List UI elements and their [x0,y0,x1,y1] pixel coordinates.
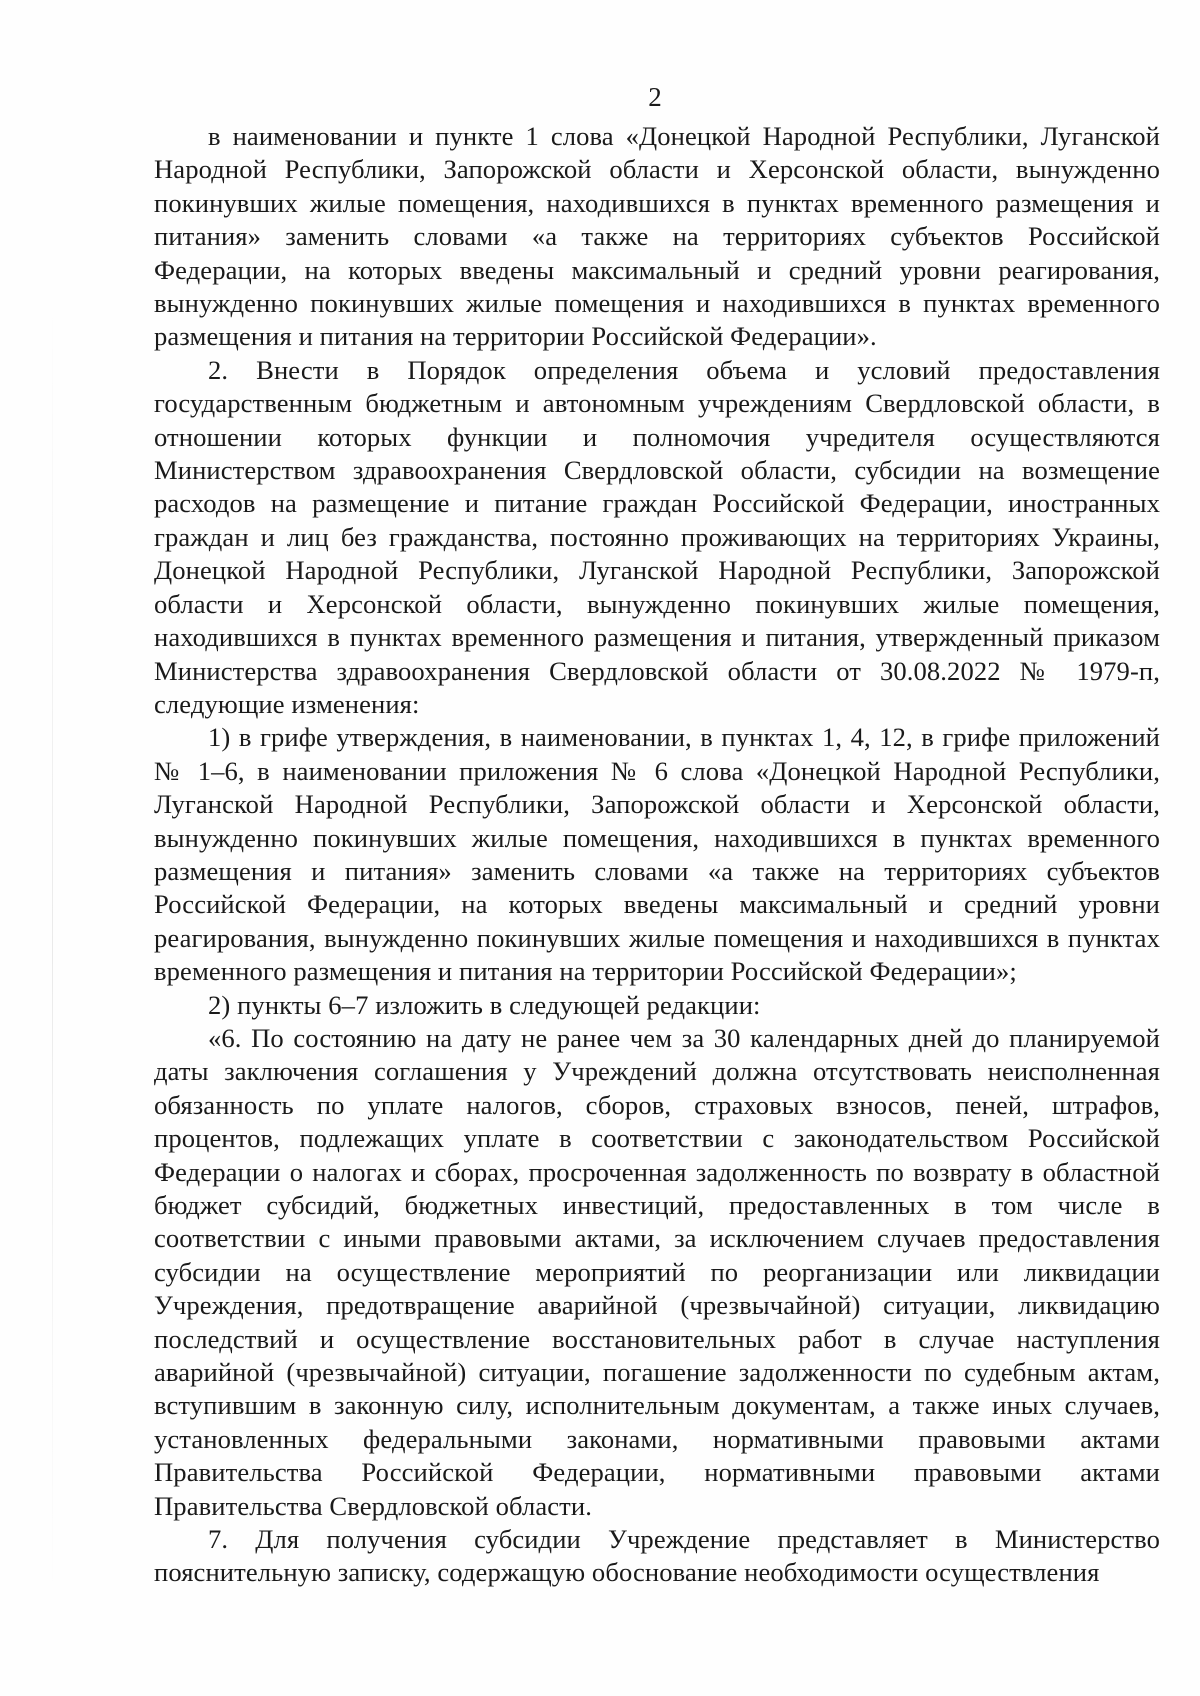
paragraph-title-amendment: в наименовании и пункте 1 слова «Донецкой Народной Республики, Луганской Народной Республики, Запорожской области и Херсонской области, вынужденно покинувших жилые помещения, находившихся в пунктах временного размещения и питания» заменить словами «а также на территориях субъектов Российской Федерации, на которых введены максимальный и средний уровни реагирования, вынужденно покинувших жилые помещения и находившихся в пунктах временного размещения и питания на территории Российской Федерации». [154,121,1160,352]
page-number: 2 [648,82,662,112]
paragraph-subitem-1: 1) в грифе утверждения, в наименовании, в пунктах 1, 4, 12, в грифе приложений № 1–6, в наименовании приложения № 6 слова «Донецкой Народной Республики, Луганской Народной Республики, Запорожской области и Херсонской области, вынужденно покинувших жилые помещения, находившихся в пунктах временного размещения и питания» заменить словами «а также на территориях субъектов Российской Федерации, на которых введены максимальный и средний уровни реагирования, вынужденно покинувших жилые помещения и находившихся в пунктах временного размещения и питания на территории Российской Федерации»; [154,722,1160,987]
paragraph-subitem-2: 2) пункты 6–7 изложить в следующей редакции: [208,989,761,1020]
document-body [154,120,1160,1590]
scan-shadow-line [52,300,53,1600]
paragraph-clause-6: «6. По состоянию на дату не ранее чем за 30 календарных дней до планируемой даты заключения соглашения у Учреждений должна отсутствовать неисполненная обязанность по уплате налогов, сборов, страховых взносов, пеней, штрафов, процентов, подлежащих уплате в соответствии с законодательством Российской Федерации о налогах и сборах, просроченная задолженность по возврату в областной бюджет субсидий, бюджетных инвестиций, предоставленных в том числе в соответствии с иными правовыми актами, за исключением случаев предоставления субсидии на осуществление мероприятий по реорганизации или ликвидации Учреждения, предотвращение аварийной (чрезвычайной) ситуации, ликвидацию последствий и осуществление восстановительных работ в случае наступления аварийной (чрезвычайной) ситуации, погашение задолженности по судебным актам, вступившим в законную силу, исполнительным документам, а также иных случаев, установленных федеральными законами, нормативными правовыми актами Правительства Российской Федерации, нормативными правовыми актами Правительства Свердловской области. [154,1022,1160,1521]
paragraph-item-2: 2. Внести в Порядок определения объема и условий предоставления государственным бюджетным и автономным учреждениям Свердловской области, в отношении которых функции и полномочия учредителя осуществляются Министерством здравоохранения Свердловской области, субсидии на возмещение расходов на размещение и питание граждан Российской Федерации, иностранных граждан и лиц без гражданства, постоянно проживающих на территориях Украины, Донецкой Народной Республики, Луганской Народной Республики, Запорожской области и Херсонской области, вынужденно покинувших жилые помещения, находившихся в пунктах временного размещения и питания, утвержденный приказом Министерства здравоохранения Свердловской области от 30.08.2022 № 1979-п, следующие изменения: [154,354,1160,719]
paragraph-clause-7: 7. Для получения субсидии Учреждение представляет в Министерство пояснительную записку, содержащую обоснование необходимости осуществления [154,1524,1160,1588]
